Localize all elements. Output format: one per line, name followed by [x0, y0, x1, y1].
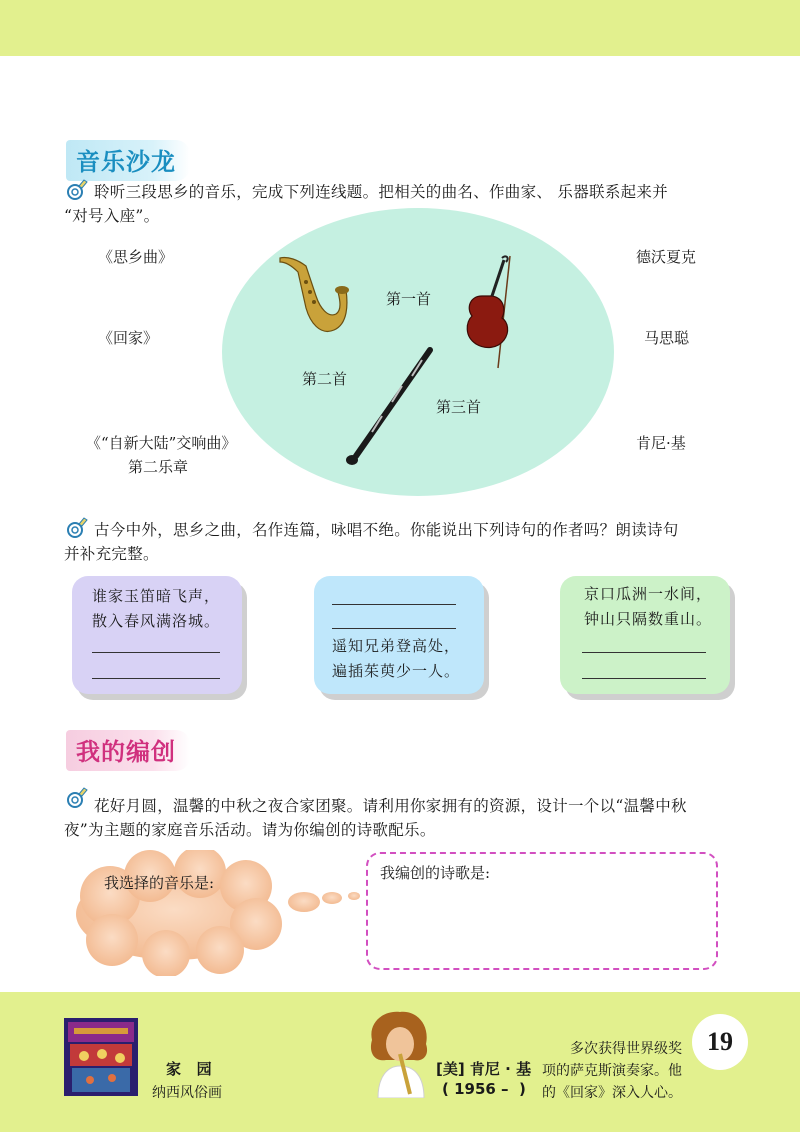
intro-line: 古今中外，思乡之曲，名作连篇，咏唱不绝。你能说出下列诗句的作者吗？朗读诗句: [94, 521, 679, 539]
horn-icon: [64, 516, 88, 540]
painting-image: [64, 1018, 138, 1096]
answer-blank[interactable]: [92, 652, 220, 653]
piece-subtitle: 第二乐章: [128, 458, 189, 476]
composer-name: 肯尼·基: [636, 434, 686, 452]
composer-name: 马思聪: [644, 329, 690, 347]
painting-title: 家 园: [166, 1060, 212, 1078]
thought-cloud: [70, 850, 370, 976]
painting-caption: 纳西风俗画: [152, 1085, 222, 1101]
piece-title: 《“自新大陆”交响曲》: [86, 434, 237, 452]
oboe-icon: [342, 346, 436, 470]
section-title-music-salon: 音乐沙龙: [66, 140, 190, 181]
answer-blank[interactable]: [332, 628, 456, 629]
intro-line: 并补充完整。: [64, 545, 159, 563]
poem-line: 遍插茱萸少一人。: [332, 662, 461, 680]
poem-line: 散入春风满洛城。: [92, 612, 221, 630]
box-label: 我编创的诗歌是:: [380, 864, 491, 882]
intro-line: “对号入座”。: [64, 207, 160, 225]
composer-name: 德沃夏克: [636, 248, 697, 266]
answer-blank[interactable]: [332, 604, 456, 605]
intro-line: 夜”为主题的家庭音乐活动。请为你编创的诗歌配乐。: [64, 821, 436, 839]
answer-blank[interactable]: [582, 678, 706, 679]
poem-card: [314, 576, 484, 694]
poem-card: [560, 576, 730, 694]
intro-line: 花好月圆，温馨的中秋之夜合家团聚。请利用你家拥有的资源，设计一个以“温馨中秋: [94, 797, 687, 815]
poem-line: 遥知兄弟登高处，: [332, 637, 461, 655]
track-label: 第一首: [386, 290, 432, 308]
person-name: [美] 肯尼 · 基: [436, 1060, 532, 1078]
poem-line: 谁家玉笛暗飞声，: [92, 587, 221, 605]
section-title-my-creation: 我的编创: [66, 730, 190, 771]
saxophone-icon: [276, 252, 356, 338]
poem-line: 京口瓜洲一水间，: [584, 585, 713, 603]
poem-card: [72, 576, 242, 694]
piece-title: 《思乡曲》: [98, 248, 174, 266]
poem-line: 钟山只隔数重山。: [584, 610, 713, 628]
poem-input-box[interactable]: [366, 852, 718, 970]
answer-blank[interactable]: [582, 652, 706, 653]
page-number: 19: [692, 1014, 748, 1070]
horn-icon: [64, 786, 88, 810]
top-band: [0, 0, 800, 56]
track-label: 第三首: [436, 398, 482, 416]
cloud-label: 我选择的音乐是:: [104, 874, 215, 892]
bio-line: 项的萨克斯演奏家。他: [542, 1063, 682, 1079]
track-label: 第二首: [302, 370, 348, 388]
bio-line: 的《回家》深入人心。: [542, 1085, 682, 1101]
piece-title: 《回家》: [98, 329, 159, 347]
violin-icon: [458, 252, 526, 372]
bio-line: 多次获得世界级奖: [570, 1041, 682, 1057]
person-years: ( 1956 – ): [442, 1080, 526, 1098]
intro-line: 聆听三段思乡的音乐，完成下列连线题。把相关的曲名、作曲家、 乐器联系起来并: [94, 183, 669, 201]
portrait-image: [364, 1010, 436, 1098]
horn-icon: [64, 178, 88, 202]
answer-blank[interactable]: [92, 678, 220, 679]
